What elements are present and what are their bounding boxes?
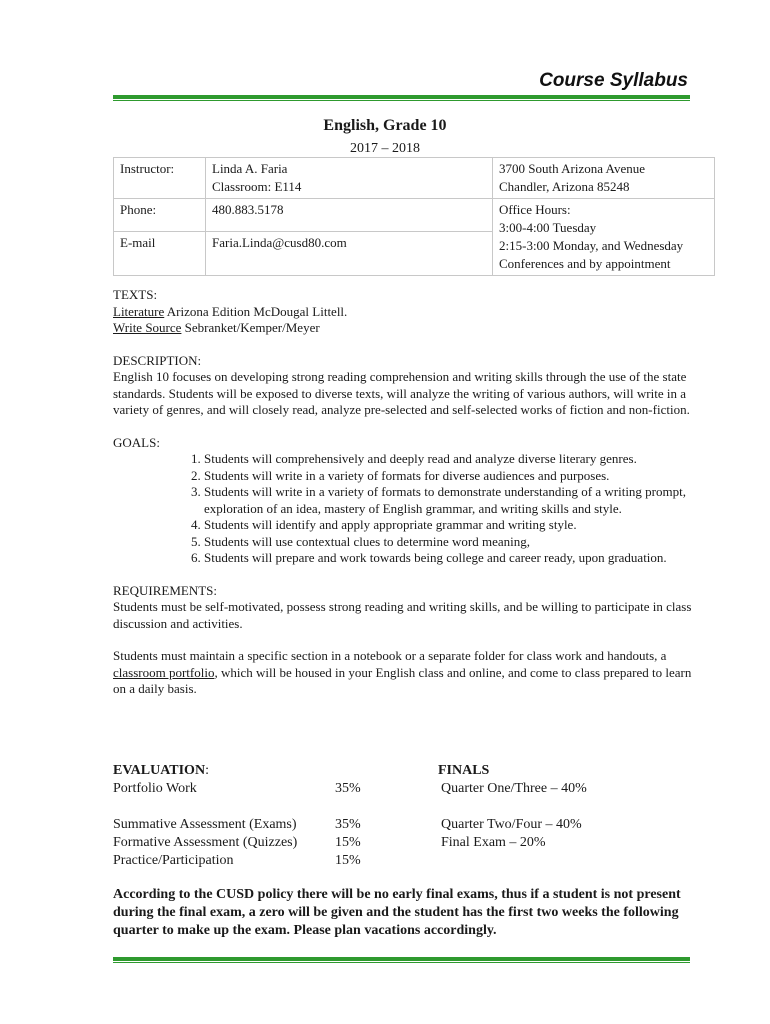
finals-heading: FINALS bbox=[438, 763, 490, 778]
address-line-2: Chandler, Arizona 85248 bbox=[499, 179, 630, 194]
book-1-details: Arizona Edition McDougal Littell. bbox=[164, 303, 348, 319]
requirements-para-1: Students must be self-motivated, possess strong reading and writing skills, and be willing to participate in class discussion and activities. bbox=[113, 599, 692, 631]
evaluation-item: Summative Assessment (Exams) bbox=[113, 817, 297, 832]
requirements-para-2-start: Students must maintain a specific section in a notebook or a separate folder for class work and handouts, a bbox=[113, 648, 667, 663]
classroom-portfolio-term: classroom portfolio bbox=[113, 664, 215, 680]
address-cell bbox=[493, 158, 715, 199]
office-hours-3: Conferences and by appointment bbox=[499, 256, 671, 271]
address-line-1: 3700 South Arizona Avenue bbox=[499, 161, 645, 176]
evaluation-percent: 35% bbox=[335, 817, 361, 832]
book-2-details: Sebranket/Kemper/Meyer bbox=[181, 320, 320, 335]
classroom: Classroom: E114 bbox=[212, 179, 302, 194]
evaluation-row bbox=[113, 816, 693, 834]
evaluation-item: Formative Assessment (Quizzes) bbox=[113, 835, 298, 850]
evaluation-percent: 15% bbox=[335, 835, 361, 850]
document-header-title: Course Syllabus bbox=[539, 70, 688, 91]
texts-heading: TEXTS: bbox=[113, 287, 158, 302]
phone-label: Phone: bbox=[114, 199, 206, 232]
description-heading: DESCRIPTION: bbox=[113, 352, 202, 368]
evaluation-row bbox=[113, 834, 693, 852]
instructor-name: Linda A. Faria bbox=[212, 161, 288, 176]
header-rule bbox=[113, 95, 690, 101]
phone-value: 480.883.5178 bbox=[206, 199, 493, 232]
requirements-para-2-end: , which will be housed in your English class and online, and come to class prepared to learn on a daily basis. bbox=[113, 664, 692, 696]
finals-item: Final Exam – 20% bbox=[441, 835, 546, 850]
email-link[interactable]: Faria.Linda@cusd80.com bbox=[206, 232, 493, 276]
goals-heading: GOALS: bbox=[113, 434, 160, 450]
goal-item: 4. Students will identify and apply appropriate grammar and writing style. bbox=[204, 517, 693, 534]
evaluation-row bbox=[113, 780, 693, 798]
goal-item: 3. Students will write in a variety of formats to demonstrate understanding of a writing prompt, exploration of an idea, mastery of English grammar, and writing skills and style. bbox=[204, 484, 693, 517]
goal-item: 5. Students will use contextual clues to determine word meaning, bbox=[204, 534, 693, 551]
instructor-info-table bbox=[113, 157, 715, 276]
evaluation-item: Portfolio Work bbox=[113, 781, 197, 796]
evaluation-item: Practice/Participation bbox=[113, 853, 234, 868]
requirements-heading: REQUIREMENTS: bbox=[113, 582, 217, 598]
finals-item: Quarter Two/Four – 40% bbox=[441, 817, 582, 832]
book-1-title: Literature bbox=[113, 303, 165, 319]
evaluation-percent: 35% bbox=[335, 781, 361, 796]
office-hours-2: 2:15-3:00 Monday, and Wednesday bbox=[499, 238, 684, 253]
requirements-para-2 bbox=[113, 648, 693, 698]
description-body: English 10 focuses on developing strong reading comprehension and writing skills through the use of the state standards. Students will be exposed to diverse texts, will analyze the writing of various authors, will write in a variety of genres, and will closely read, analyze pre-selected and self-selected works of fiction and non-fiction. bbox=[113, 369, 690, 417]
exam-policy-notice: According to the CUSD policy there will be no early final exams, thus if a student is not present during the final exam, a zero will be given and the student has the first two weeks the following quarter to make up the exam. Please plan vacations accordingly. bbox=[113, 887, 681, 938]
evaluation-header-row bbox=[113, 762, 693, 780]
footer-rule bbox=[113, 957, 690, 963]
school-year: 2017 – 2018 bbox=[350, 141, 420, 156]
email-label: E-mail bbox=[114, 232, 206, 276]
evaluation-percent: 15% bbox=[335, 853, 361, 868]
office-hours-cell bbox=[493, 199, 715, 276]
evaluation-row bbox=[113, 852, 693, 870]
text-book-2 bbox=[113, 320, 693, 337]
course-title: English, Grade 10 bbox=[323, 117, 447, 134]
goal-item: 1. Students will comprehensively and deeply read and analyze diverse literary genres. bbox=[204, 451, 693, 468]
goal-item: 6. Students will prepare and work towards being college and career ready, upon graduation. bbox=[204, 550, 693, 567]
office-hours-1: 3:00-4:00 Tuesday bbox=[499, 220, 597, 235]
book-2-title: Write Source bbox=[113, 320, 182, 335]
finals-item: Quarter One/Three – 40% bbox=[441, 781, 587, 796]
instructor-cell bbox=[206, 158, 493, 199]
goals-list bbox=[113, 451, 693, 567]
evaluation-heading: EVALUATION bbox=[113, 763, 206, 778]
evaluation-section bbox=[113, 762, 693, 870]
main-content bbox=[113, 287, 693, 698]
goal-item: 2. Students will write in a variety of formats for diverse audiences and purposes. bbox=[204, 468, 693, 485]
instructor-label: Instructor: bbox=[114, 158, 206, 199]
evaluation-heading-colon: : bbox=[205, 763, 209, 778]
text-book-1 bbox=[113, 304, 693, 321]
office-hours-label: Office Hours: bbox=[499, 202, 571, 217]
